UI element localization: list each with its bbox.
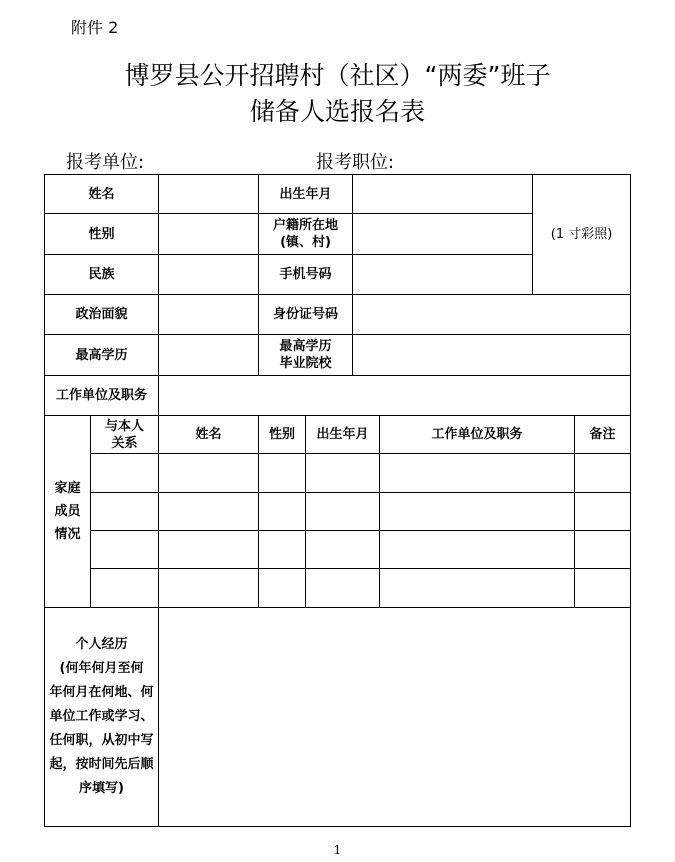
family-cell[interactable] <box>91 531 159 569</box>
id-number-label: 身份证号码 <box>259 295 353 335</box>
family-name-header: 姓名 <box>159 416 259 454</box>
family-cell[interactable] <box>259 454 306 493</box>
name-field[interactable] <box>159 175 259 214</box>
family-cell[interactable] <box>91 493 159 531</box>
form-subtitle: 储备人选报名表 <box>249 97 425 126</box>
family-cell[interactable] <box>575 531 631 569</box>
apply-unit-label: 报考单位: <box>66 152 145 173</box>
family-cell[interactable] <box>575 569 631 608</box>
attachment-label: 附件 2 <box>71 18 119 37</box>
family-cell[interactable] <box>159 493 259 531</box>
family-relation-header: 与本人 关系 <box>91 416 159 454</box>
education-label: 最高学历 <box>45 335 159 376</box>
ethnicity-field[interactable] <box>159 255 259 295</box>
hukou-field[interactable] <box>353 214 533 255</box>
family-cell[interactable] <box>259 569 306 608</box>
family-cell[interactable] <box>91 569 159 608</box>
family-cell[interactable] <box>380 493 575 531</box>
family-cell[interactable] <box>159 569 259 608</box>
family-work-header: 工作单位及职务 <box>380 416 575 454</box>
phone-label: 手机号码 <box>259 255 353 295</box>
family-cell[interactable] <box>259 493 306 531</box>
family-birth-header: 出生年月 <box>306 416 380 454</box>
family-cell[interactable] <box>91 454 159 493</box>
family-cell[interactable] <box>306 531 380 569</box>
family-cell[interactable] <box>259 531 306 569</box>
school-label: 最高学历 毕业院校 <box>259 335 353 376</box>
political-field[interactable] <box>159 295 259 335</box>
family-row <box>45 531 631 569</box>
family-cell[interactable] <box>380 569 575 608</box>
phone-field[interactable] <box>353 255 533 295</box>
family-row <box>45 454 631 493</box>
page-number: 1 <box>333 843 342 857</box>
id-number-field[interactable] <box>353 295 631 335</box>
hukou-label: 户籍所在地 (镇、村) <box>259 214 353 255</box>
work-unit-field[interactable] <box>159 376 631 416</box>
family-cell[interactable] <box>575 454 631 493</box>
name-label: 姓名 <box>45 175 159 214</box>
family-cell[interactable] <box>159 454 259 493</box>
birth-label: 出生年月 <box>259 175 353 214</box>
family-row <box>45 569 631 608</box>
family-cell[interactable] <box>575 493 631 531</box>
family-remark-header: 备注 <box>575 416 631 454</box>
apply-position-label: 报考职位: <box>316 152 395 173</box>
resume-label: 个人经历 (何年何月至何 年何月在何地、何 单位工作或学习、 任何职，从初中写 起，按时间先后顺 序填写) <box>45 608 159 827</box>
family-cell[interactable] <box>306 493 380 531</box>
family-cell[interactable] <box>306 454 380 493</box>
gender-label: 性别 <box>45 214 159 255</box>
family-gender-header: 性别 <box>259 416 306 454</box>
birth-field[interactable] <box>353 175 533 214</box>
family-cell[interactable] <box>380 531 575 569</box>
school-field[interactable] <box>353 335 631 376</box>
form-title: 博罗县公开招聘村（社区）“两委”班子 <box>124 61 551 90</box>
gender-field[interactable] <box>159 214 259 255</box>
family-cell[interactable] <box>306 569 380 608</box>
family-row <box>45 493 631 531</box>
family-cell[interactable] <box>159 531 259 569</box>
work-unit-label: 工作单位及职务 <box>45 376 159 416</box>
family-cell[interactable] <box>380 454 575 493</box>
photo-box[interactable]: (1 寸彩照) <box>533 175 631 295</box>
political-label: 政治面貌 <box>45 295 159 335</box>
registration-form-table <box>44 174 631 827</box>
family-section-label: 家庭 成员 情况 <box>45 416 91 608</box>
education-field[interactable] <box>159 335 259 376</box>
resume-field[interactable] <box>159 608 631 827</box>
ethnicity-label: 民族 <box>45 255 159 295</box>
